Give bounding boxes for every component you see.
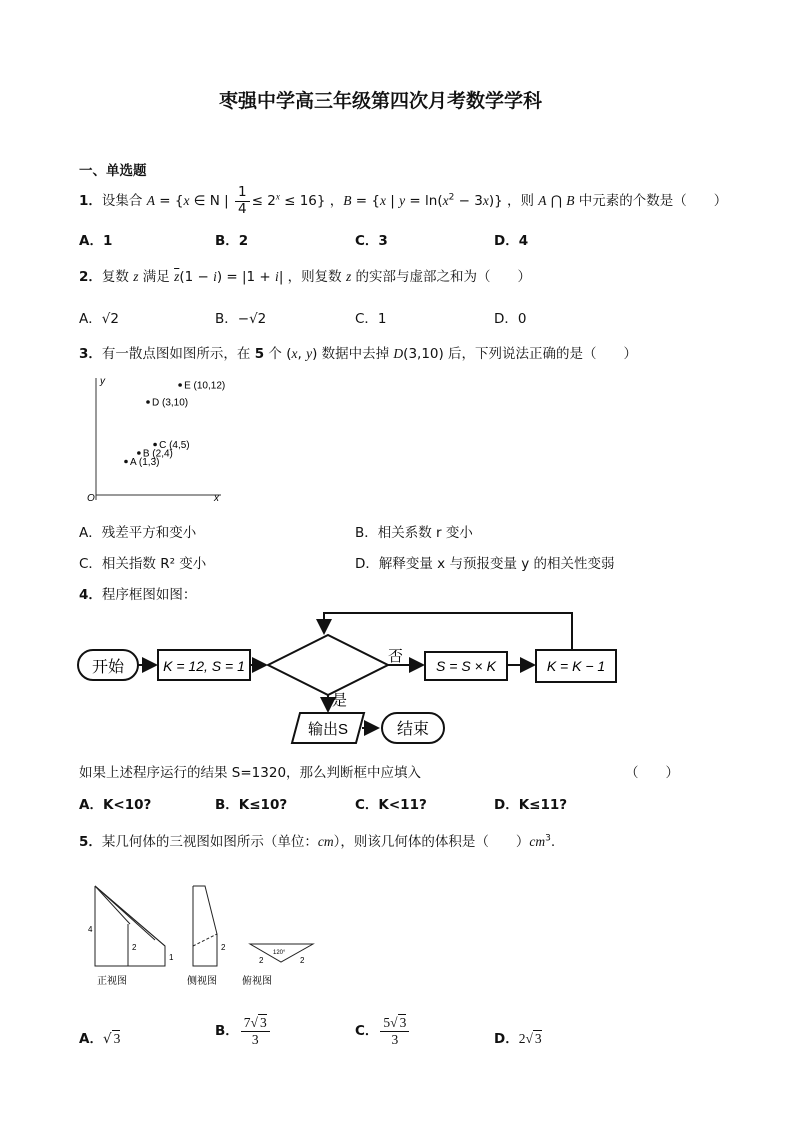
q1-option-d: D．4 bbox=[494, 233, 529, 249]
scatter-label-1: D (3,10) bbox=[152, 397, 189, 409]
scatter-point-2 bbox=[153, 443, 157, 447]
label-2b: 2 bbox=[221, 943, 226, 952]
scatter-point-4 bbox=[124, 460, 128, 464]
q1-option-c: C．3 bbox=[355, 233, 388, 249]
flowchart bbox=[70, 605, 630, 755]
section-heading: 一、单选题 bbox=[79, 163, 147, 179]
scatter-label-3: B (2,4) bbox=[142, 448, 173, 460]
question-3: 3．有一散点图如图所示，在 5 个 (x, y) 数据中去掉 D(3,10) 后，下列说法正确的是（ ） bbox=[79, 346, 638, 362]
front-view-label: 正视图 bbox=[97, 976, 127, 987]
top-view-label: 俯视图 bbox=[242, 976, 272, 987]
q4-question: 如果上述程序运行的结果 S=1320，那么判断框中应填入 bbox=[79, 765, 422, 781]
x-axis-label: x bbox=[214, 493, 219, 504]
y-axis-label: y bbox=[100, 376, 105, 387]
q5-option-c: C． $\frac{5√ 3}{3}$ bbox=[355, 1016, 411, 1046]
q5-option-a: A．√ 3 bbox=[79, 1031, 121, 1047]
question-number: 5． bbox=[79, 834, 102, 850]
flow-init-label: K = 12, S = 1 bbox=[163, 658, 245, 674]
scatter-plot bbox=[88, 370, 238, 505]
question-number: 1． bbox=[79, 193, 102, 209]
scatter-point-3 bbox=[137, 451, 141, 455]
q3-option-c: C．相关指数 R² 变小 bbox=[79, 556, 207, 572]
question-5: 5．某几何体的三视图如图所示（单位：cm），则该几何体的体积是（ ）$cm^3$. bbox=[79, 833, 556, 850]
flow-decision bbox=[268, 635, 388, 695]
flow-yes-label: 是 bbox=[332, 692, 348, 709]
flow-no-label: 否 bbox=[388, 648, 404, 665]
front-view bbox=[88, 886, 174, 987]
origin-label: O bbox=[87, 493, 95, 504]
q2-option-a: A．√2 bbox=[79, 311, 119, 327]
flow-end-label: 结束 bbox=[396, 721, 430, 738]
top-view bbox=[242, 944, 313, 987]
q3-option-d: D．解释变量 x 与预报变量 y 的相关性变弱 bbox=[355, 556, 615, 572]
q4-option-c: C．K<11? bbox=[355, 797, 427, 813]
q1-option-a: A．1 bbox=[79, 233, 113, 249]
label-2d: 2 bbox=[300, 956, 305, 965]
flow-update-label: K = K − 1 bbox=[546, 658, 606, 674]
q5-option-d: D．2√ 3 bbox=[494, 1031, 542, 1047]
question-number: 3． bbox=[79, 346, 102, 362]
scatter-label-2: C (4,5) bbox=[159, 440, 190, 451]
label-2a: 2 bbox=[132, 943, 137, 952]
q4-option-b: B．K≤10? bbox=[215, 797, 288, 813]
q5-option-b: B． $\frac{7√ 3}{3}$ bbox=[215, 1016, 272, 1046]
q4-option-d: D．K≤11? bbox=[494, 797, 568, 813]
q2-option-b: B．−√2 bbox=[215, 311, 267, 327]
label-1: 1 bbox=[169, 953, 174, 962]
side-view-label: 侧视图 bbox=[187, 976, 217, 987]
flow-output-label: 输出S bbox=[307, 721, 349, 738]
q4-option-a: A．K<10? bbox=[79, 797, 152, 813]
scatter-label-0: E (10,12) bbox=[184, 380, 226, 392]
scatter-label-4: A (1,3) bbox=[130, 457, 160, 468]
flow-loop-line bbox=[324, 613, 572, 650]
question-2: 2．复数 z 满足 $\overline{z}(1 - i) = |1 + i|$ ，则复数 z 的实部与虚部之和为（ ） bbox=[79, 269, 532, 285]
three-views bbox=[85, 878, 325, 990]
flow-process-label: S = S × K bbox=[436, 658, 496, 674]
question-number: 4． bbox=[79, 587, 102, 603]
question-text: 程序框图如图： bbox=[101, 587, 197, 603]
label-angle: 120° bbox=[273, 950, 286, 956]
q1-option-b: B．2 bbox=[215, 233, 249, 249]
label-2c: 2 bbox=[259, 956, 264, 965]
scatter-point-0 bbox=[178, 383, 182, 387]
question-4 bbox=[79, 583, 196, 603]
label-4: 4 bbox=[88, 925, 93, 934]
question-1: 1．设集合 A = {x ∈ N | $\frac{1}{4}$ ≤ $2^x \le 16$} ，B = {x | $y = \ln(x^2 - 3x)$} ，则 A ⋂ B 中元素的个数是（ ） bbox=[79, 184, 728, 217]
side-view bbox=[187, 886, 226, 987]
question-number: 2． bbox=[79, 269, 102, 285]
q3-option-b: B．相关系数 r 变小 bbox=[355, 525, 473, 541]
q2-option-c: C．1 bbox=[355, 311, 387, 327]
q3-option-a: A．残差平方和变小 bbox=[79, 525, 197, 541]
q4-paren: （ ） bbox=[625, 765, 679, 781]
flow-start-label: 开始 bbox=[91, 659, 125, 676]
scatter-point-1 bbox=[146, 400, 150, 404]
q2-option-d: D．0 bbox=[494, 311, 527, 327]
page-title: 枣强中学高三年级第四次月考数学学科 bbox=[219, 90, 543, 112]
